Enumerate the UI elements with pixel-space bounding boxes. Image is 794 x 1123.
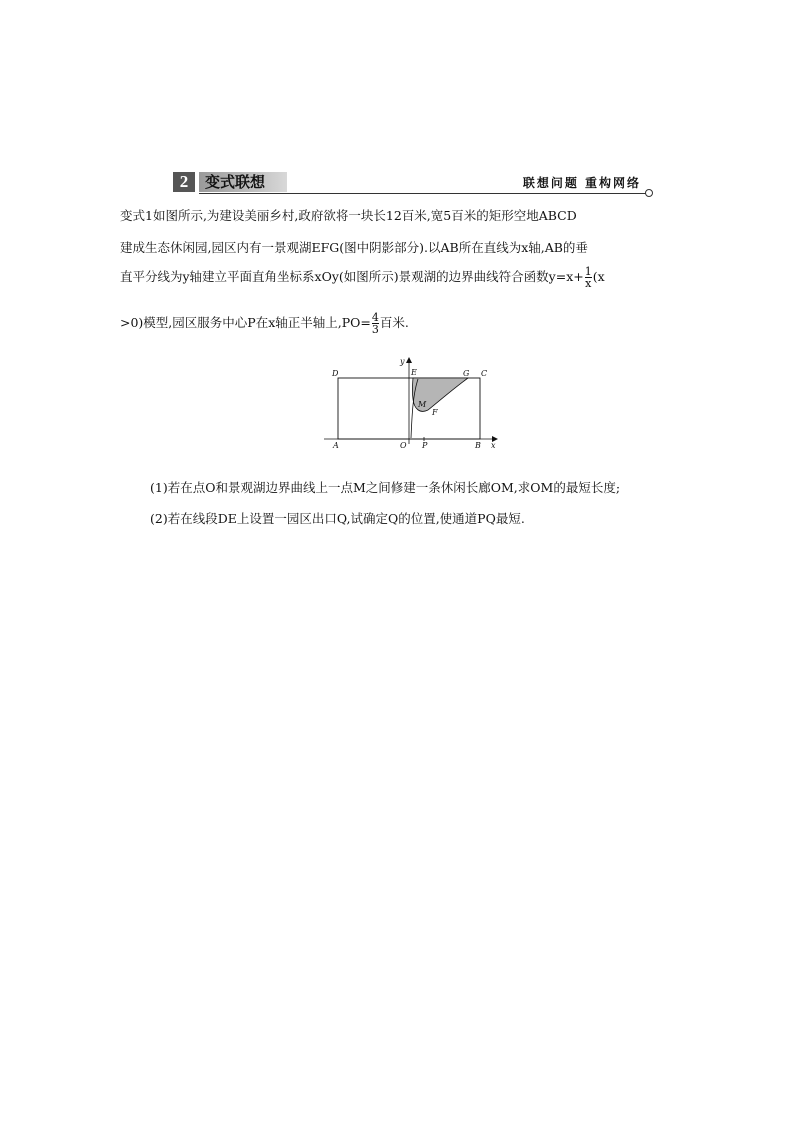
problem-line-4-tail: 百米.: [379, 315, 409, 330]
problem-line-3: [120, 266, 680, 289]
fraction-numerator: 4: [371, 311, 379, 324]
question-1: (1)若在点O和景观湖边界曲线上一点M之间修建一条休闲长廊OM,求OM的最短长度;: [150, 480, 621, 495]
section-number: 2: [173, 172, 195, 192]
question-2: (2)若在线段DE上设置一园区出口Q,试确定Q的位置,使通道PQ最短.: [150, 511, 525, 526]
label-d: D: [332, 369, 339, 378]
y-axis-arrow: [406, 357, 412, 363]
fraction-1-over-x: [585, 266, 592, 289]
label-m: M: [418, 400, 427, 409]
geometry-figure: [318, 354, 508, 454]
problem-line-2: 建成生态休闲园,园区内有一景观湖EFG(图中阴影部分).以AB所在直线为x轴,AB的垂: [120, 240, 588, 255]
section-header: [173, 172, 653, 194]
label-g: G: [463, 369, 470, 378]
section-tagline: 联想问题 重构网络: [522, 176, 641, 190]
label-o: O: [400, 441, 407, 450]
problem-line-3-tail: (x: [592, 269, 605, 284]
label-p: P: [422, 441, 428, 450]
label-e: E: [411, 368, 417, 377]
label-a: A: [333, 441, 339, 450]
fraction-denominator: 3: [371, 323, 379, 336]
fraction-numerator: 1: [584, 265, 592, 278]
section-title: 变式联想: [199, 172, 287, 192]
fraction-4-over-3: [372, 312, 379, 335]
label-b: B: [475, 441, 481, 450]
label-y: y: [400, 357, 405, 366]
label-c: C: [481, 369, 488, 378]
problem-line-3-text: 直平分线为y轴建立平面直角坐标系xOy(如图所示)景观湖的边界曲线符合函数y=x+: [120, 269, 584, 284]
header-rule: [199, 193, 647, 194]
problem-line-4: [120, 312, 680, 335]
problem-line-4-text: >0)模型,园区服务中心P在x轴正半轴上,PO=: [120, 315, 371, 330]
label-x: x: [491, 441, 496, 450]
fraction-denominator: x: [585, 277, 592, 290]
header-rule-end-dot: [645, 189, 653, 197]
label-f: F: [432, 408, 438, 417]
problem-line-1: 变式1如图所示,为建设美丽乡村,政府欲将一块长12百米,宽5百米的矩形空地ABCD: [120, 208, 577, 223]
